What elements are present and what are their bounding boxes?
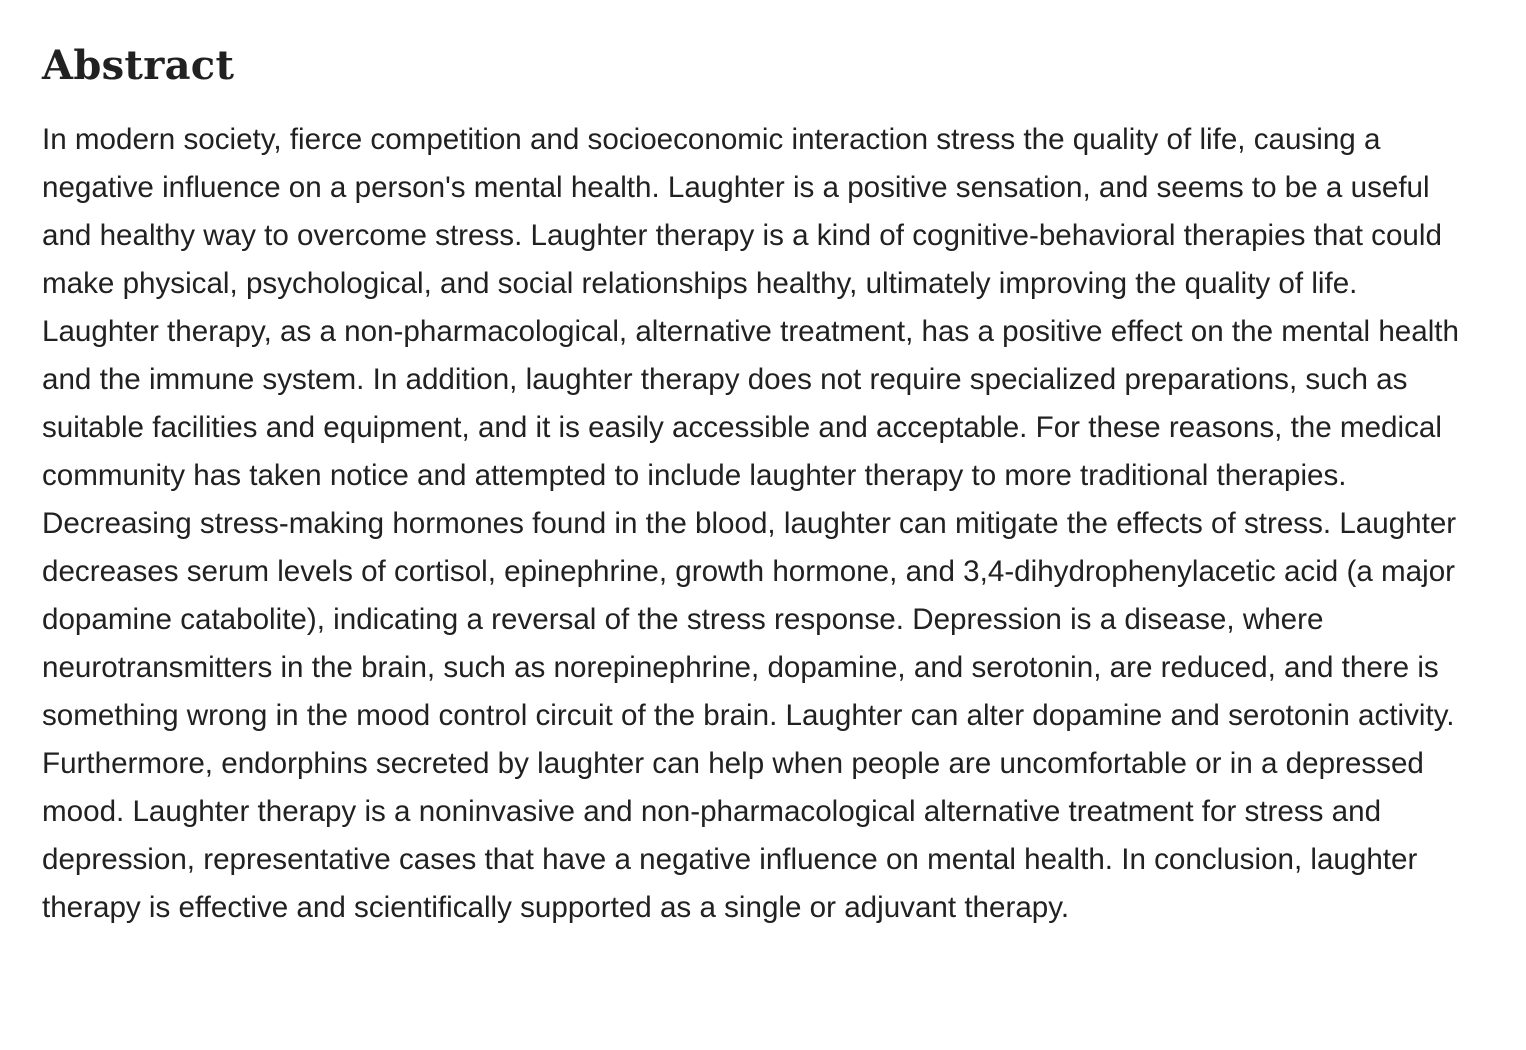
abstract-body-text: In modern society, fierce competition and socioeconomic interaction stress the quality of life, causing a negative influence on a person's mental health. Laughter is a positive sensation, and seems to be a useful and healthy way to overcome stress. Laughter therapy is a kind of cognitive-behavioral therapies that could make physical, psychological, and social relationships healthy, ultimately improving the quality of life. Laughter therapy, as a non-pharmacological, alternative treatment, has a positive effect on the mental health and the immune system. In addition, laughter therapy does not require specialized preparations, such as suitable facilities and equipment, and it is easily accessible and acceptable. For these reasons, the medical community has taken notice and attempted to include laughter therapy to more traditional therapies. Decreasing stress-making hormones found in the blood, laughter can mitigate the effects of stress. Laughter decreases serum levels of cortisol, epinephrine, growth hormone, and 3,4-dihydrophenylacetic acid (a major dopamine catabolite), indicating a reversal of the stress response. Depression is a disease, where neurotransmitters in the brain, such as norepinephrine, dopamine, and serotonin, are reduced, and there is something wrong in the mood control circuit of the brain. Laughter can alter dopamine and serotonin activity. Furthermore, endorphins secreted by laughter can help when people are uncomfortable or in a depressed mood. Laughter therapy is a noninvasive and non-pharmacological alternative treatment for stress and depression, representative cases that have a negative influence on mental health. In conclusion, laughter therapy is effective and scientifically supported as a single or adjuvant therapy. xyxy=(42,123,1459,924)
abstract-section xyxy=(42,30,1474,932)
abstract-heading: Abstract xyxy=(42,42,235,89)
